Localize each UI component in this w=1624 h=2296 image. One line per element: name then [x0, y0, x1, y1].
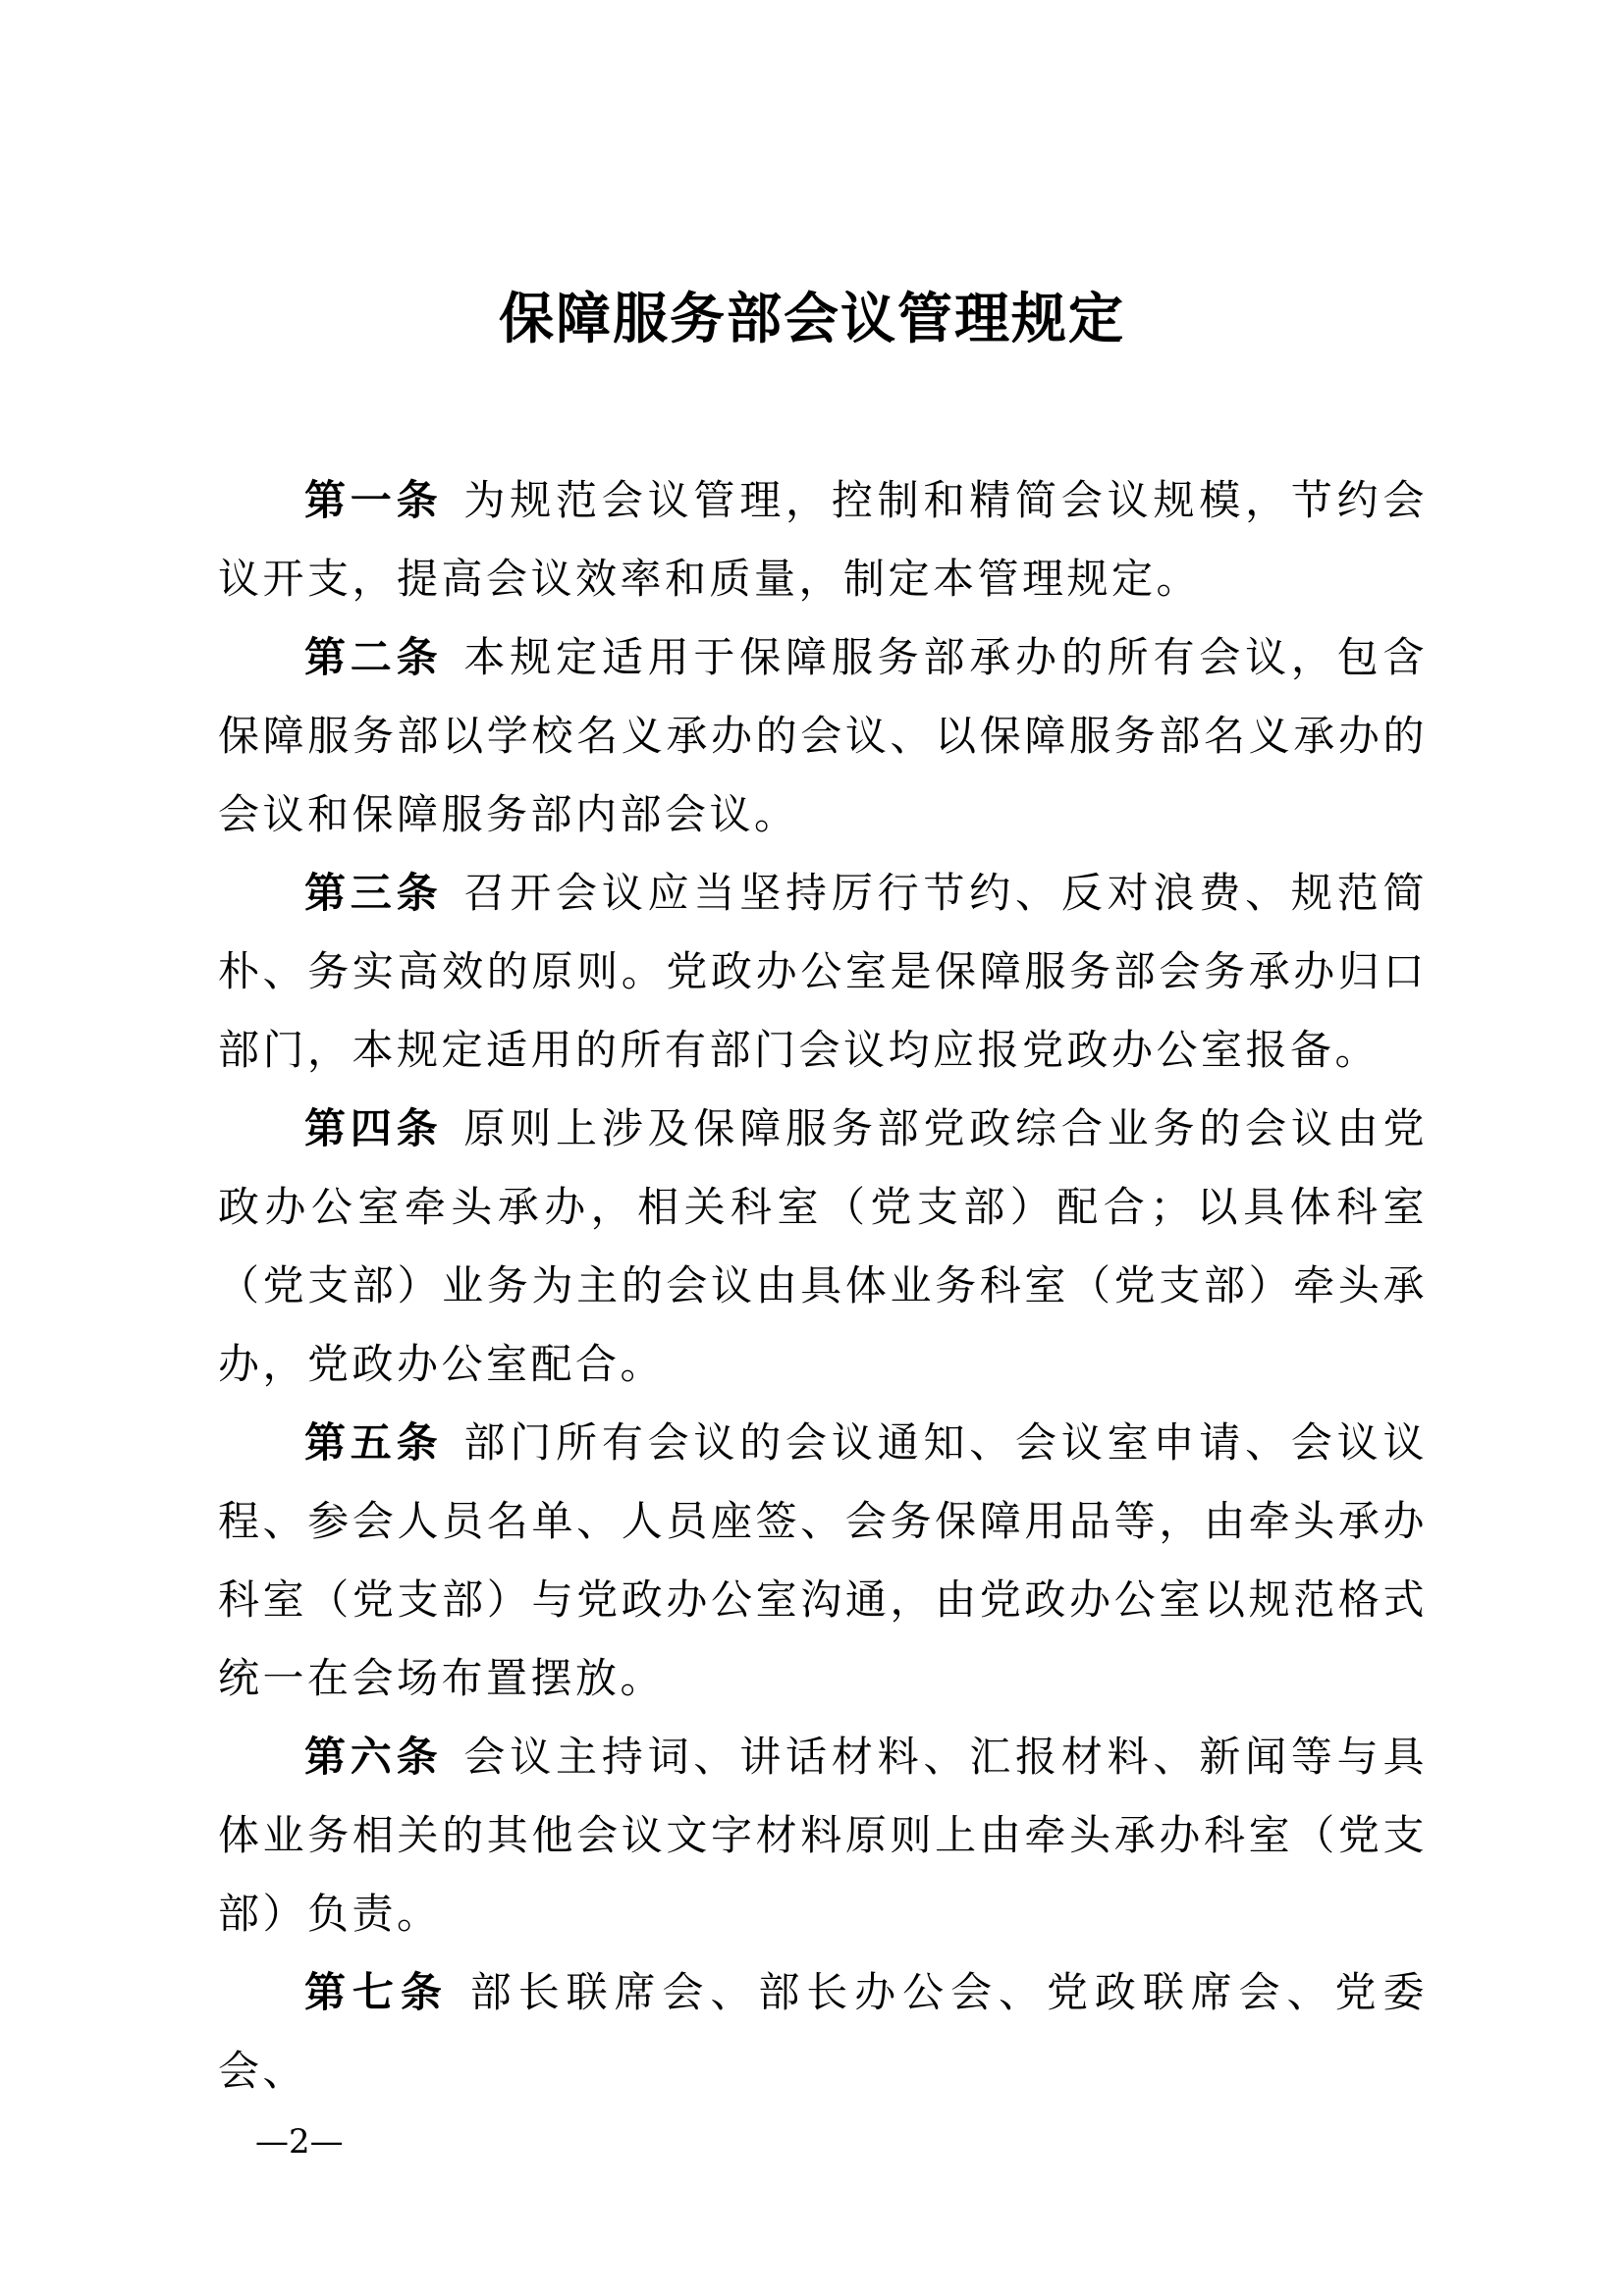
article-text: 本规定适用于保障服务部承办的所有会议，包含保障服务部以学校名义承办的会议、以保障服务部名义承办的会议和保障服务部内部会议。 — [218, 633, 1428, 838]
article-text: 会议主持词、讲话材料、汇报材料、新闻等与具体业务相关的其他会议文字材料原则上由牵头承办科室（党支部）负责。 — [218, 1733, 1428, 1938]
article-text: 原则上涉及保障服务部党政综合业务的会议由党政办公室牵头承办，相关科室（党支部）配合；以具体科室（党支部）业务为主的会议由具体业务科室（党支部）牵头承办，党政办公室配合。 — [218, 1104, 1428, 1388]
article-7 — [218, 1953, 1428, 2110]
article-text: 召开会议应当坚持厉行节约、反对浪费、规范简朴、务实高效的原则。党政办公室是保障服务部会务承办归口部门，本规定适用的所有部门会议均应报党政办公室报备。 — [218, 869, 1428, 1074]
page-number: —2— — [255, 2122, 344, 2162]
article-number: 第三条 — [304, 869, 443, 917]
article-number: 第一条 — [304, 476, 443, 524]
article-1 — [218, 461, 1428, 618]
article-text: 部门所有会议的会议通知、会议室申请、会议议程、参会人员名单、人员座签、会务保障用品等，由牵头承办科室（党支部）与党政办公室沟通，由党政办公室以规范格式统一在会场布置摆放。 — [218, 1418, 1428, 1702]
article-5 — [218, 1404, 1428, 1718]
document-title: 保障服务部会议管理规定 — [499, 287, 1125, 351]
article-number: 第六条 — [304, 1733, 443, 1781]
article-number: 第四条 — [304, 1104, 443, 1152]
article-6 — [218, 1718, 1428, 1953]
article-text: 为规范会议管理，控制和精简会议规模，节约会议开支，提高会议效率和质量，制定本管理规定。 — [218, 476, 1428, 603]
article-number: 第五条 — [304, 1418, 443, 1467]
article-3 — [218, 854, 1428, 1090]
article-list — [218, 461, 1428, 2110]
article-text: 部长联席会、部长办公会、党政联席会、党委会、 — [218, 1968, 1428, 2095]
article-4 — [218, 1090, 1428, 1404]
article-2 — [218, 618, 1428, 854]
article-number: 第七条 — [304, 1968, 449, 2016]
article-number: 第二条 — [304, 633, 443, 681]
